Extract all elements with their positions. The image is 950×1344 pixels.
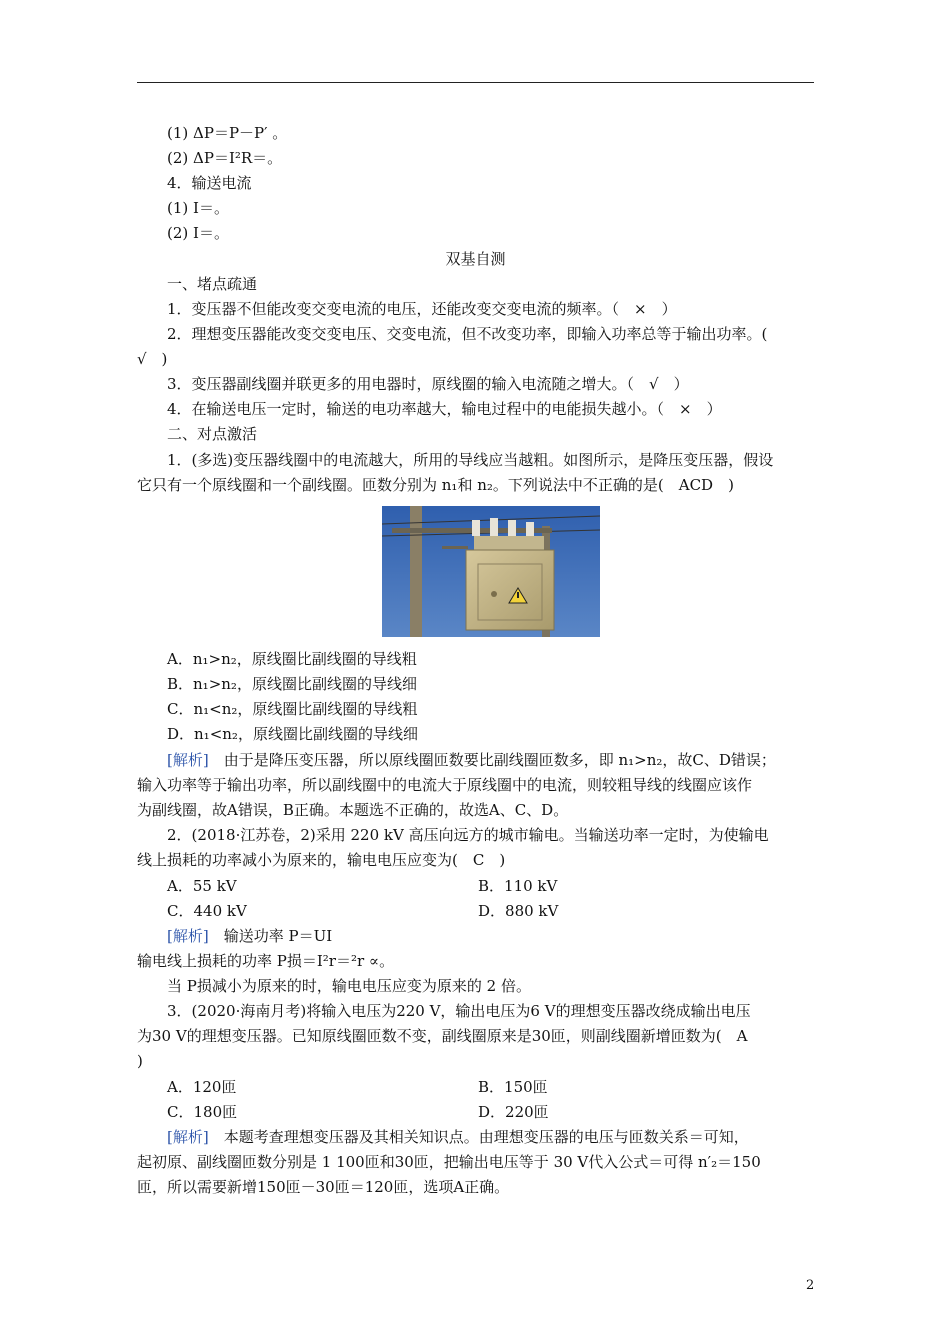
- explanation-1-cont: 输入功率等于输出功率，所以副线圈中的电流大于原线圈中的电流，则较粗导线的线圈应该作: [137, 776, 753, 794]
- problem-2-stem-cont: 线上损耗的功率减小为原来的，输电电压应变为( C ): [137, 851, 506, 869]
- option-b: B．n₁>n₂，原线圈比副线圈的导线细: [167, 675, 417, 693]
- judgement-4: 4．在输送电压一定时，输送的电功率越大，输电过程中的电能损失越小。（ × ）: [167, 400, 722, 418]
- explanation-3-end: 匝，所以需要新增150匝－30匝＝120匝，选项A正确。: [137, 1178, 510, 1196]
- explanation-1: [137, 748, 844, 772]
- judgement-3: 3．变压器副线圈并联更多的用电器时，原线圈的输入电流随之增大。（ √ ）: [167, 375, 689, 393]
- option-a: A．n₁>n₂，原线圈比副线圈的导线粗: [167, 650, 417, 668]
- option-d: D．n₁<n₂，原线圈比副线圈的导线细: [167, 725, 418, 743]
- explanation-2: [137, 924, 844, 948]
- heading-blockage: 一、堵点疏通: [167, 275, 258, 293]
- problem-3-option-c: C．180匝: [167, 1103, 238, 1121]
- explanation-1-end: 为副线圈，故A错误，B正确。本题选不正确的，故选A、C、D。: [137, 801, 569, 819]
- problem-3-stem-cont: 为30 V的理想变压器。已知原线圈匝数不变，副线圈原来是30匝，则副线圈新增匝数为( A: [137, 1027, 748, 1045]
- problem-3-option-d: D．220匝: [478, 1103, 549, 1121]
- explanation-tag: [解析]: [167, 927, 209, 945]
- page-number: 2: [806, 1278, 815, 1293]
- problem-3-option-a: A．120匝: [167, 1078, 237, 1096]
- explanation-2-loss: 输电线上损耗的功率 P损＝I²r＝²r ∝。: [137, 952, 395, 970]
- explanation-tag: [解析]: [167, 1128, 209, 1146]
- explanation-tag: [解析]: [167, 751, 209, 769]
- judgement-1: 1．变压器不但能改变交变电流的电压，还能改变交变电流的频率。（ × ）: [167, 300, 677, 318]
- formula-delta-p-1: (1) ΔP＝P－P′ 。: [167, 124, 288, 142]
- heading-transmission-current: 4．输送电流: [167, 174, 252, 192]
- problem-2-stem: 2．(2018·江苏卷，2)采用 220 kV 高压向远方的城市输电。当输送功率一定时，为使输电: [167, 826, 769, 844]
- formula-current-1: (1) I＝。: [167, 199, 229, 217]
- explanation-2-text: 输送功率 P＝UI: [208, 927, 333, 945]
- judgement-2: 2．理想变压器能改变交变电压、交变电流，但不改变功率，即输入功率总等于输出功率。(: [167, 325, 768, 343]
- judgement-2-cont: √ ): [137, 350, 168, 368]
- problem-2-option-c: C．440 kV: [167, 902, 247, 920]
- explanation-3-text: 本题考查理想变压器及其相关知识点。由理想变压器的电压与匝数关系＝可知，: [208, 1128, 749, 1146]
- header-rule: [137, 82, 814, 83]
- formula-current-2: (2) I＝。: [167, 224, 229, 242]
- explanation-1-text: 由于是降压变压器，所以原线圈匝数要比副线圈匝数多，即 n₁>n₂，故C、D错误；: [208, 751, 776, 769]
- problem-3-stem: 3．(2020·海南月考)将输入电压为220 V，输出电压为6 V的理想变压器改绕成输出电压: [167, 1002, 751, 1020]
- section-title: 双基自测: [445, 250, 506, 268]
- option-c: C．n₁<n₂，原线圈比副线圈的导线粗: [167, 700, 418, 718]
- explanation-3: [137, 1125, 844, 1149]
- problem-2-option-d: D．880 kV: [478, 902, 559, 920]
- transformer-photo: [382, 506, 600, 637]
- explanation-3-cont: 起初原、副线圈匝数分别是 1 100匝和30匝，把输出电压等于 30 V代入公式＝可得 n′₂＝150: [137, 1153, 761, 1171]
- problem-1-stem-cont: 它只有一个原线圈和一个副线圈。匝数分别为 n₁和 n₂。下列说法中不正确的是( ACD ): [137, 476, 734, 494]
- problem-1-stem: 1．(多选)变压器线圈中的电流越大，所用的导线应当越粗。如图所示，是降压变压器，假设: [167, 451, 774, 469]
- problem-3-option-b: B．150匝: [478, 1078, 548, 1096]
- problem-2-option-a: A．55 kV: [167, 877, 237, 895]
- problem-2-option-b: B．110 kV: [478, 877, 558, 895]
- explanation-2-conclusion: 当 P损减小为原来的时，输电电压应变为原来的 2 倍。: [167, 977, 531, 995]
- problem-3-stem-end: ): [137, 1052, 143, 1070]
- heading-activation: 二、对点激活: [167, 425, 258, 443]
- formula-delta-p-2: (2) ΔP＝I²R＝。: [167, 149, 283, 167]
